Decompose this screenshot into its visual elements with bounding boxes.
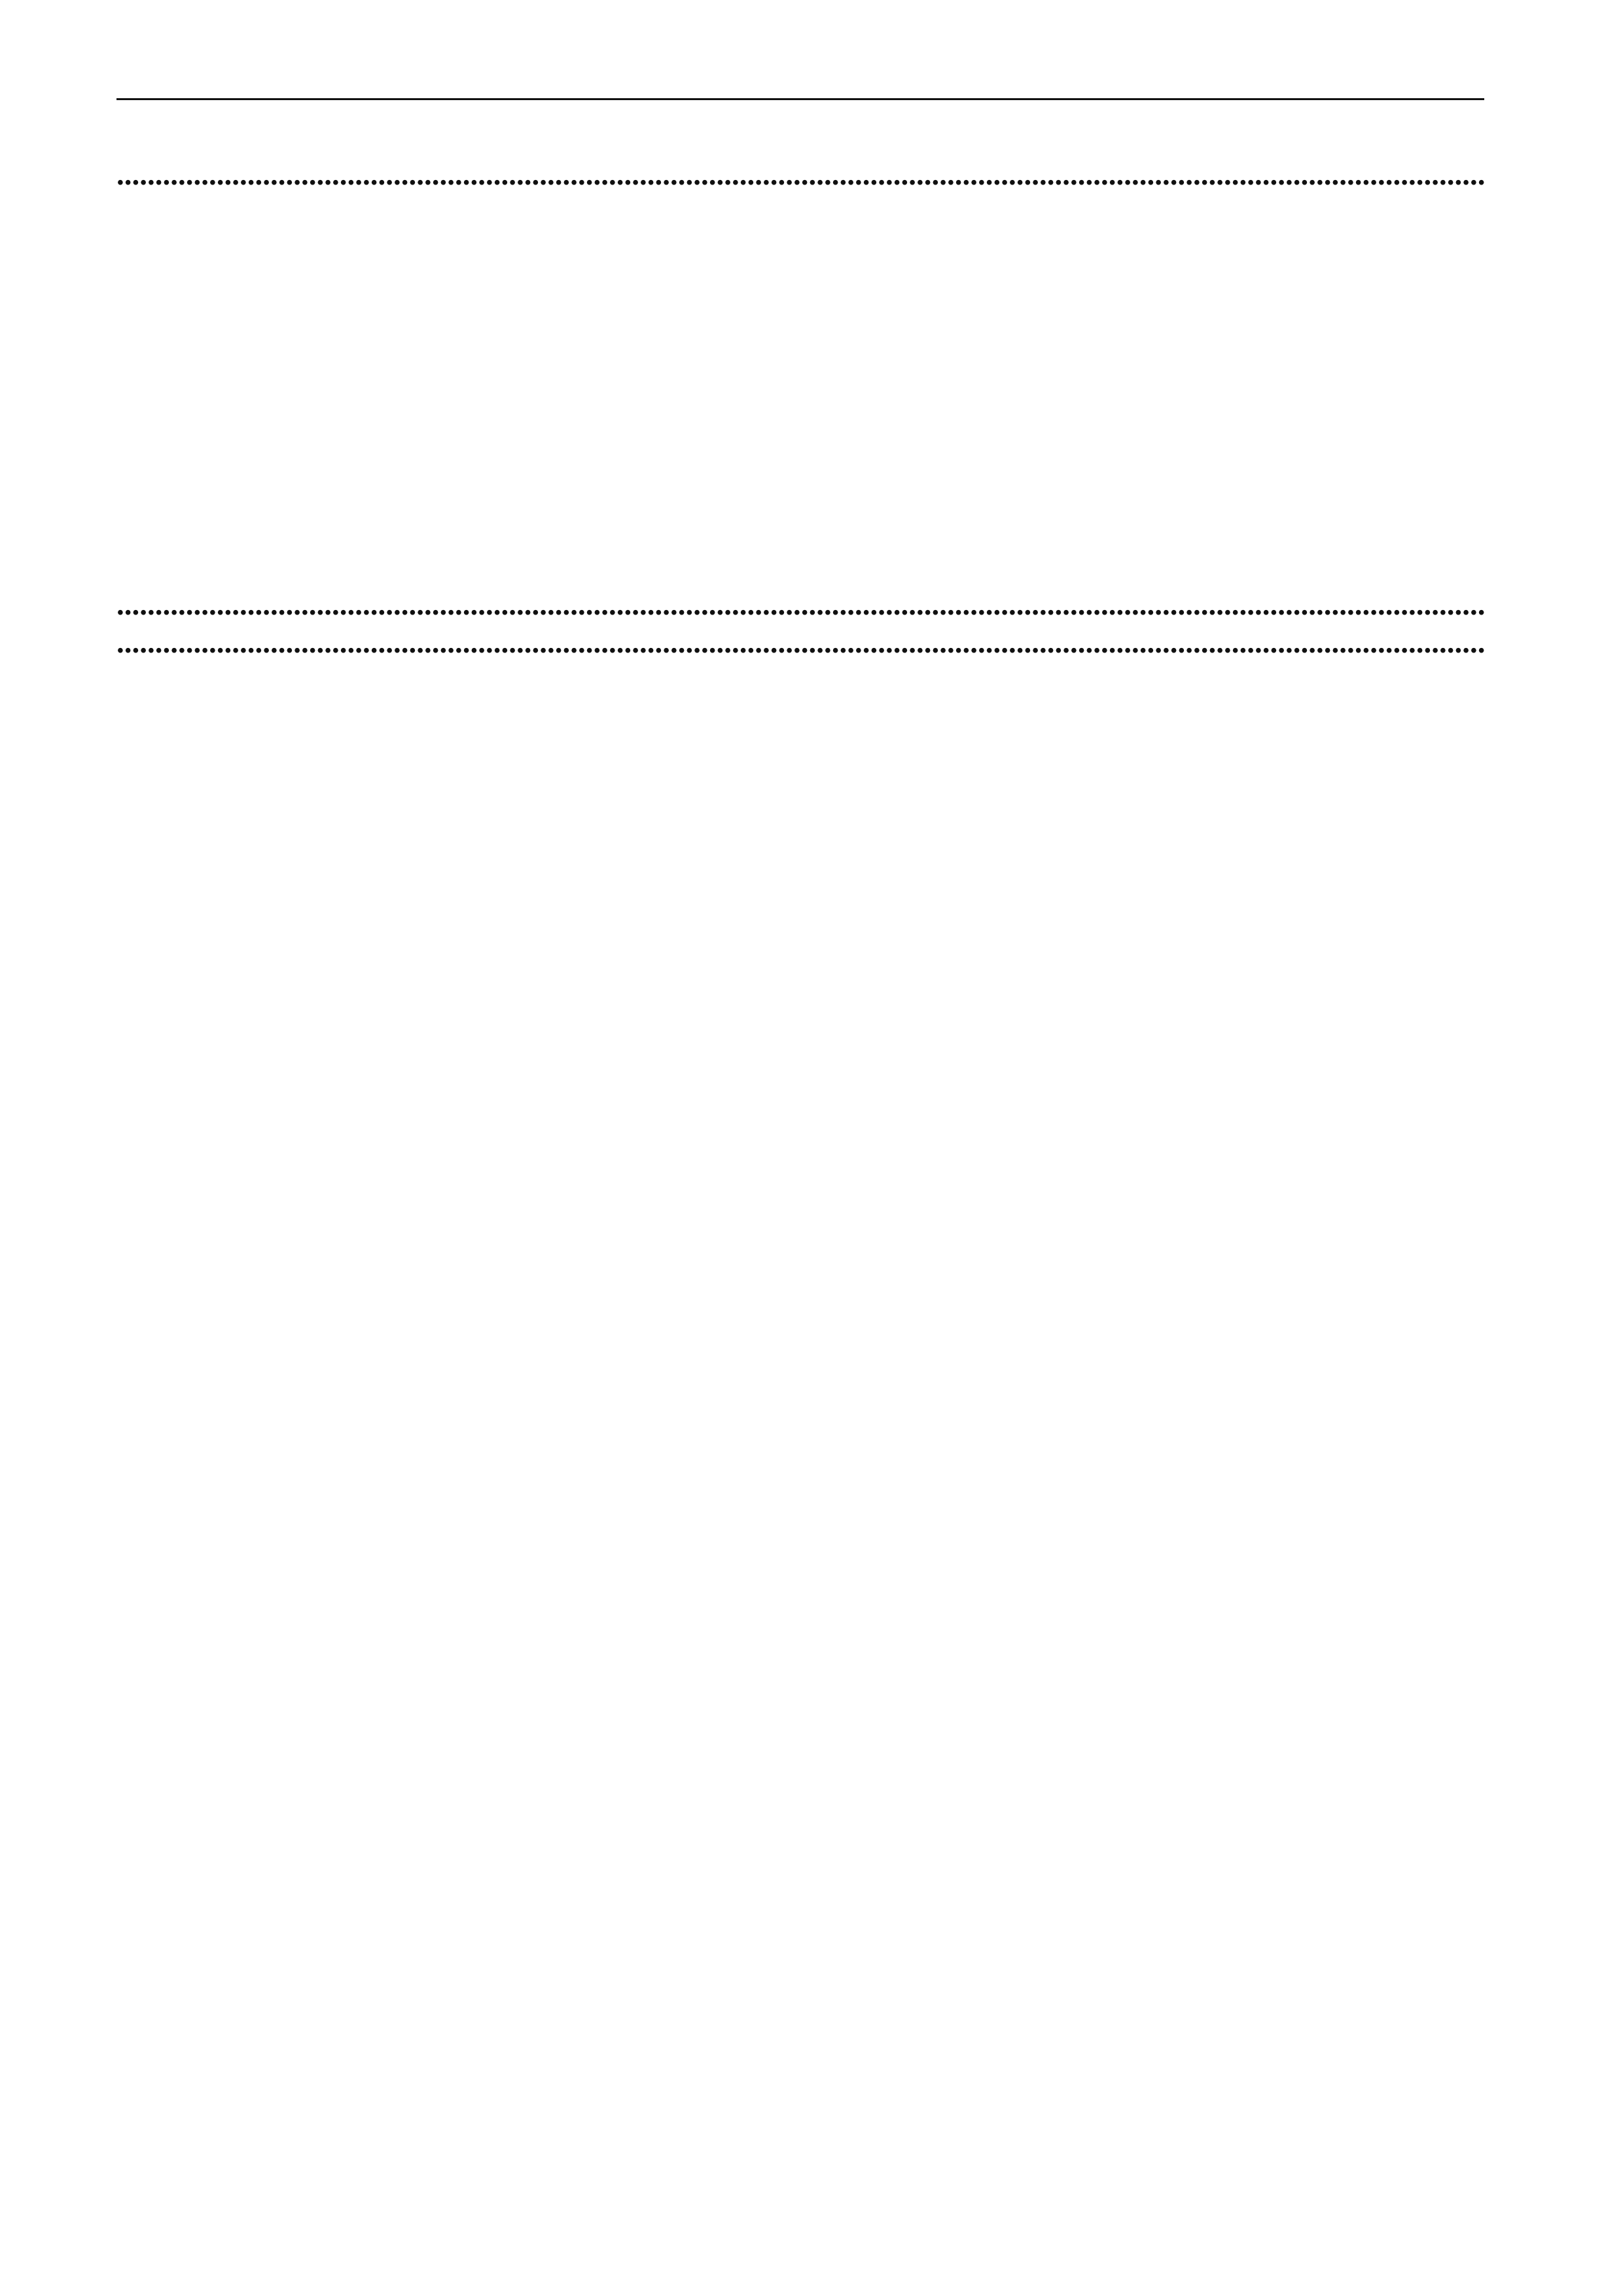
leader-dots <box>116 624 1484 662</box>
estimates-heading-line3[interactable] <box>116 156 1484 194</box>
toc-collection5-block <box>116 586 1484 662</box>
toc-top-block <box>116 156 1484 194</box>
leader-dots <box>116 586 1484 624</box>
leader-dots <box>116 156 1484 194</box>
collection5-heading-line2[interactable] <box>116 586 1484 624</box>
technical-part-heading[interactable] <box>116 624 1484 662</box>
running-header <box>116 58 1484 100</box>
